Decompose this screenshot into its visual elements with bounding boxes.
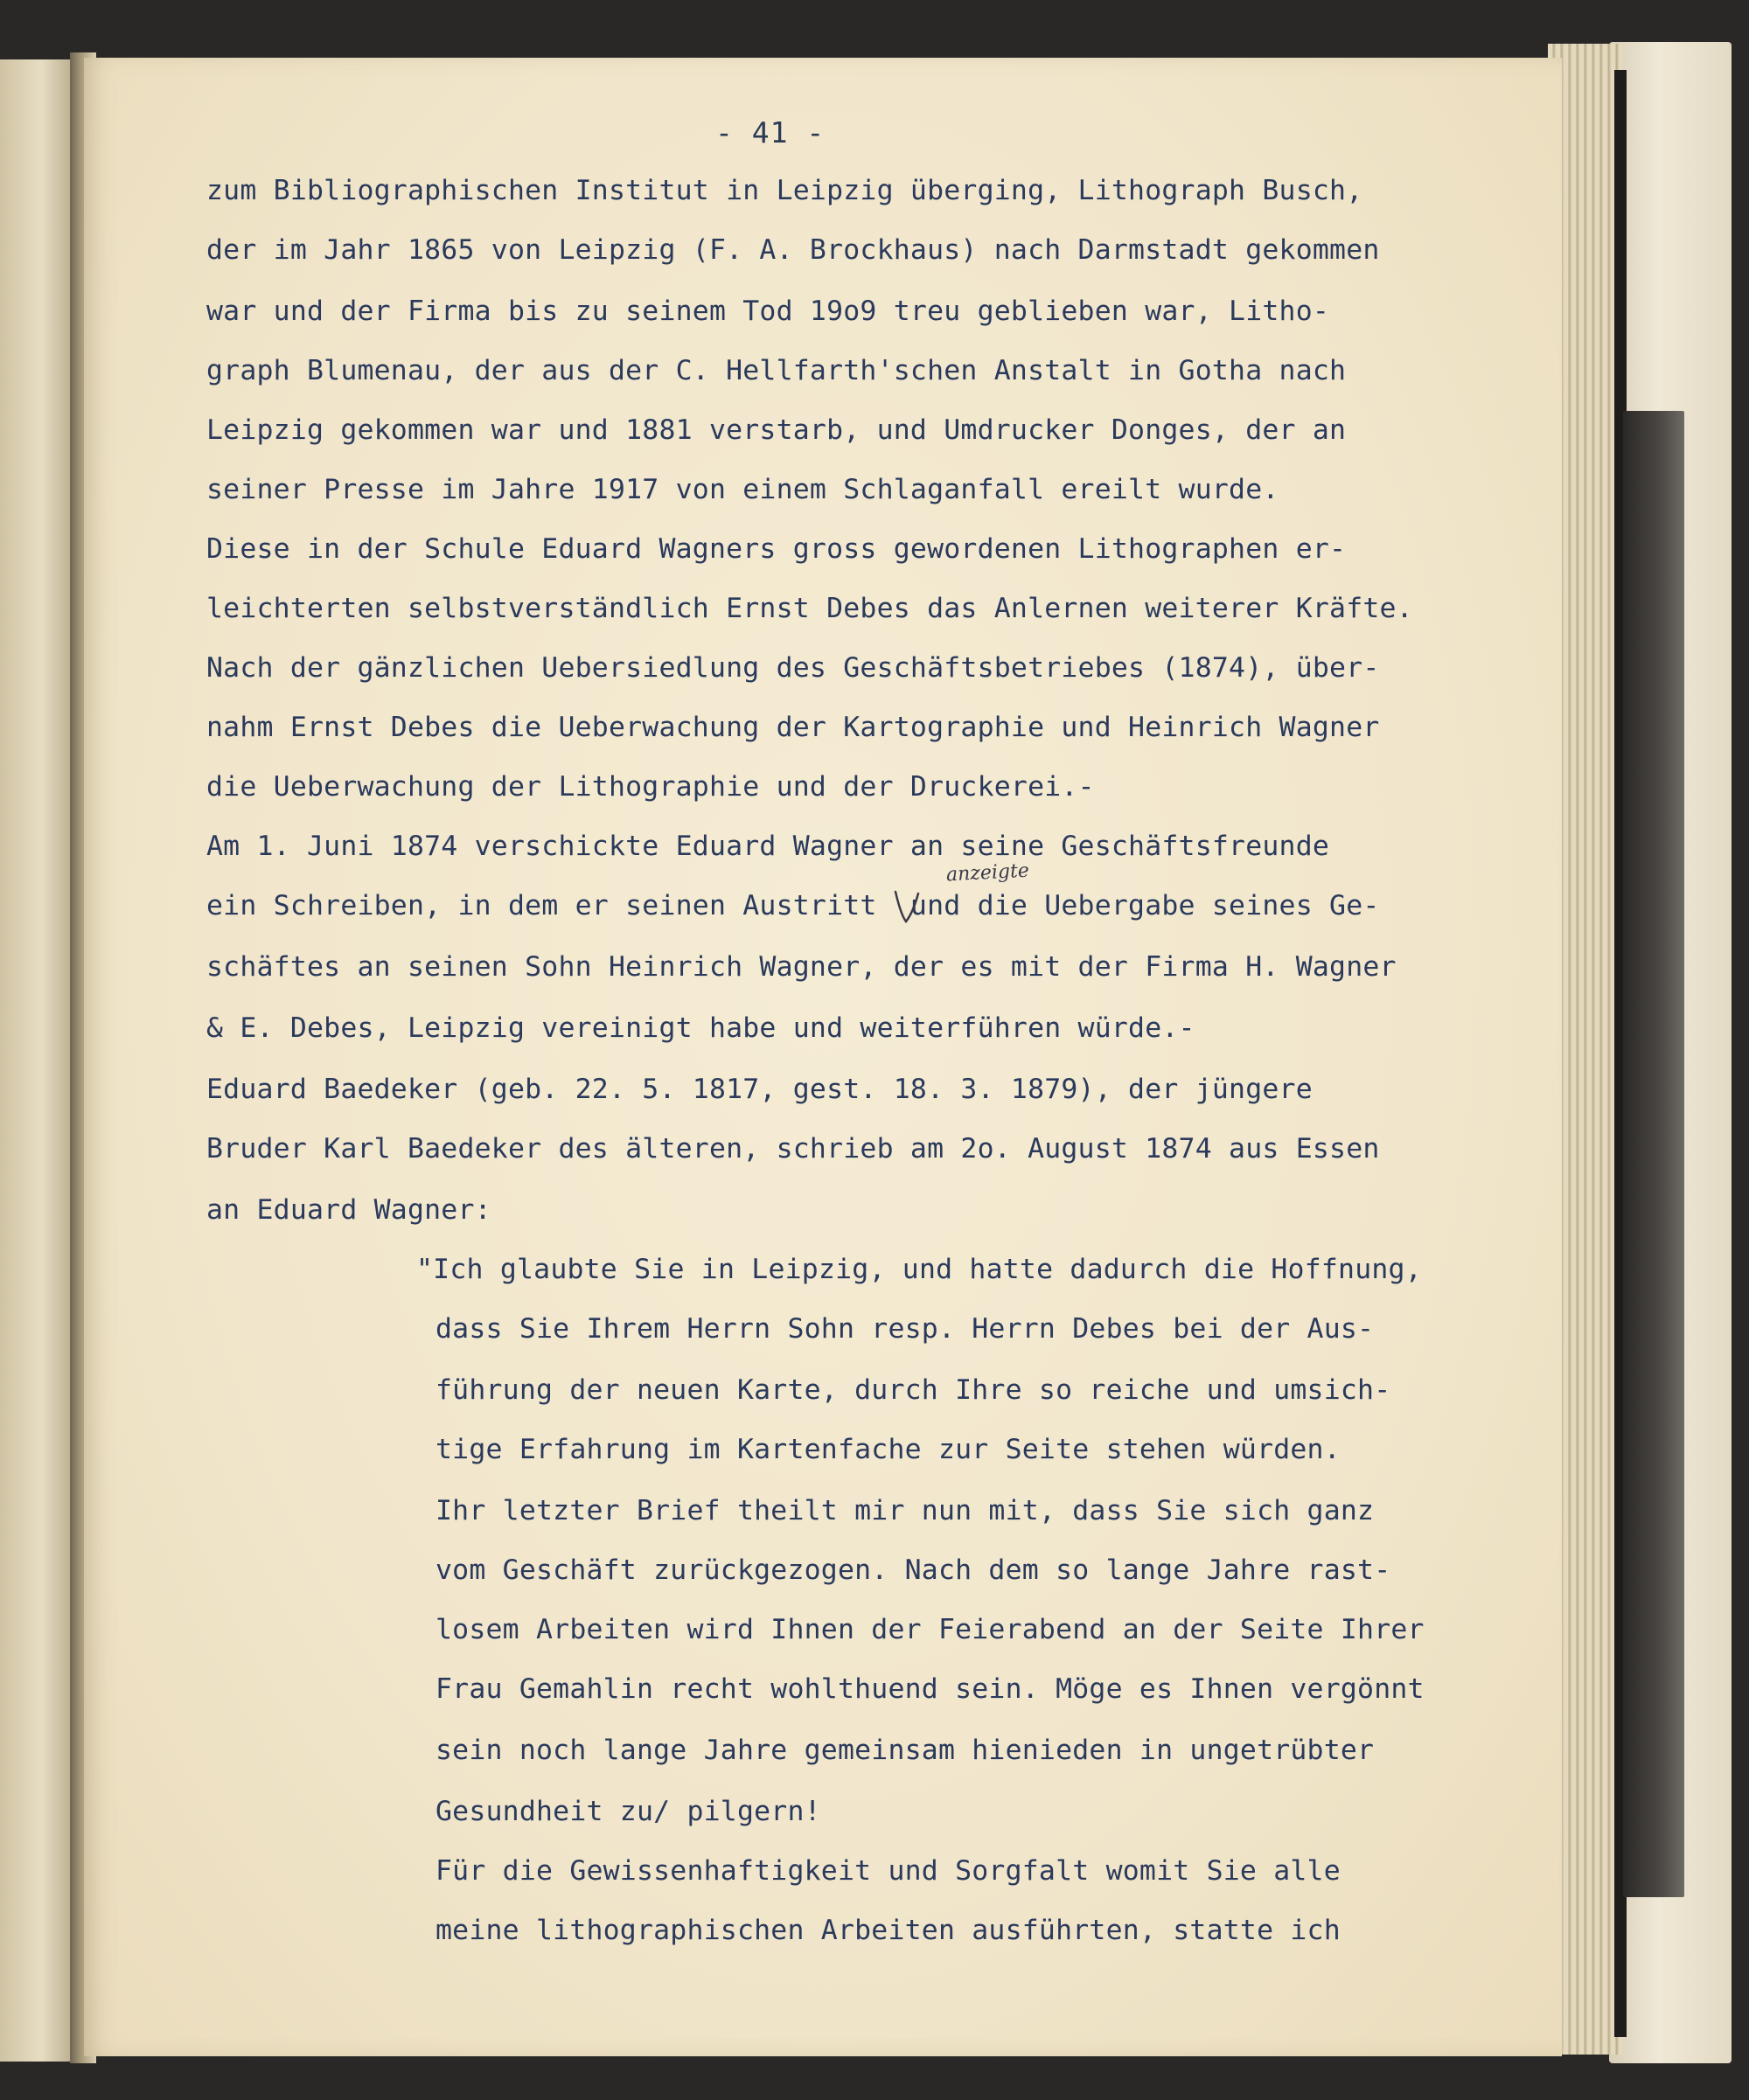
- cover-shadow: [1623, 411, 1684, 1897]
- text-line: zum Bibliographischen Institut in Leipzig überging, Lithograph Busch,: [206, 175, 1363, 206]
- text-line: graph Blumenau, der aus der C. Hellfarth'schen Anstalt in Gotha nach: [206, 355, 1347, 386]
- handwritten-insertion: anzeigte: [945, 859, 1030, 887]
- quote-line: vom Geschäft zurückgezogen. Nach dem so lange Jahre rast-: [436, 1554, 1391, 1586]
- quote-line: Für die Gewissenhaftigkeit und Sorgfalt womit Sie alle: [436, 1855, 1341, 1887]
- text-line: Diese in der Schule Eduard Wagners gross gewordenen Lithographen er-: [206, 533, 1347, 565]
- text-line: war und der Firma bis zu seinem Tod 19o9 treu geblieben war, Litho-: [206, 296, 1330, 327]
- text-line: Leipzig gekommen war und 1881 verstarb, und Umdrucker Donges, der an: [206, 414, 1347, 446]
- text-line: schäftes an seinen Sohn Heinrich Wagner, der es mit der Firma H. Wagner: [206, 951, 1397, 983]
- quote-line: losem Arbeiten wird Ihnen der Feierabend an der Seite Ihrer: [436, 1614, 1425, 1645]
- left-page-edge: [0, 59, 75, 2062]
- text-line: der im Jahr 1865 von Leipzig (F. A. Brockhaus) nach Darmstadt gekommen: [206, 234, 1380, 266]
- text-line: Nach der gänzlichen Uebersiedlung des Geschäftsbetriebes (1874), über-: [206, 652, 1380, 684]
- text-line: an Eduard Wagner:: [206, 1194, 491, 1226]
- quote-line: dass Sie Ihrem Herrn Sohn resp. Herrn Debes bei der Aus-: [436, 1313, 1375, 1345]
- text-line: ein Schreiben, in dem er seinen Austritt und die Uebergabe seines Ge-: [206, 890, 1380, 921]
- text-line: nahm Ernst Debes die Ueberwachung der Kartographie und Heinrich Wagner: [206, 712, 1380, 743]
- quote-line: Ihr letzter Brief theilt mir nun mit, dass Sie sich ganz: [436, 1495, 1375, 1526]
- text-line: Am 1. Juni 1874 verschickte Eduard Wagner an seine Geschäftsfreunde: [206, 831, 1330, 862]
- quote-line: "Ich glaubte Sie in Leipzig, und hatte dadurch die Hoffnung,: [416, 1254, 1422, 1285]
- insertion-caret-icon: [892, 888, 922, 927]
- quote-line: tige Erfahrung im Kartenfache zur Seite stehen würden.: [436, 1434, 1341, 1465]
- quote-line: führung der neuen Karte, durch Ihre so reiche und umsich-: [436, 1374, 1391, 1406]
- text-line: & E. Debes, Leipzig vereinigt habe und weiterführen würde.-: [206, 1012, 1195, 1044]
- page-number: - 41 -: [715, 115, 826, 150]
- text-line: Eduard Baedeker (geb. 22. 5. 1817, gest. 18. 3. 1879), der jüngere: [206, 1074, 1313, 1105]
- text-line: die Ueberwachung der Lithographie und der Druckerei.-: [206, 771, 1095, 803]
- quote-line: Gesundheit zu/ pilgern!: [436, 1796, 821, 1827]
- quote-line: Frau Gemahlin recht wohlthuend sein. Möge es Ihnen vergönnt: [436, 1673, 1425, 1705]
- text-line: leichterten selbstverständlich Ernst Debes das Anlernen weiterer Kräfte.: [206, 593, 1413, 624]
- text-line: seiner Presse im Jahre 1917 von einem Schlaganfall ereilt wurde.: [206, 474, 1279, 505]
- quote-line: meine lithographischen Arbeiten ausführten, statte ich: [436, 1915, 1341, 1946]
- text-line: Bruder Karl Baedeker des älteren, schrieb am 2o. August 1874 aus Essen: [206, 1133, 1380, 1165]
- quote-line: sein noch lange Jahre gemeinsam hienieden in ungetrübter: [436, 1735, 1375, 1766]
